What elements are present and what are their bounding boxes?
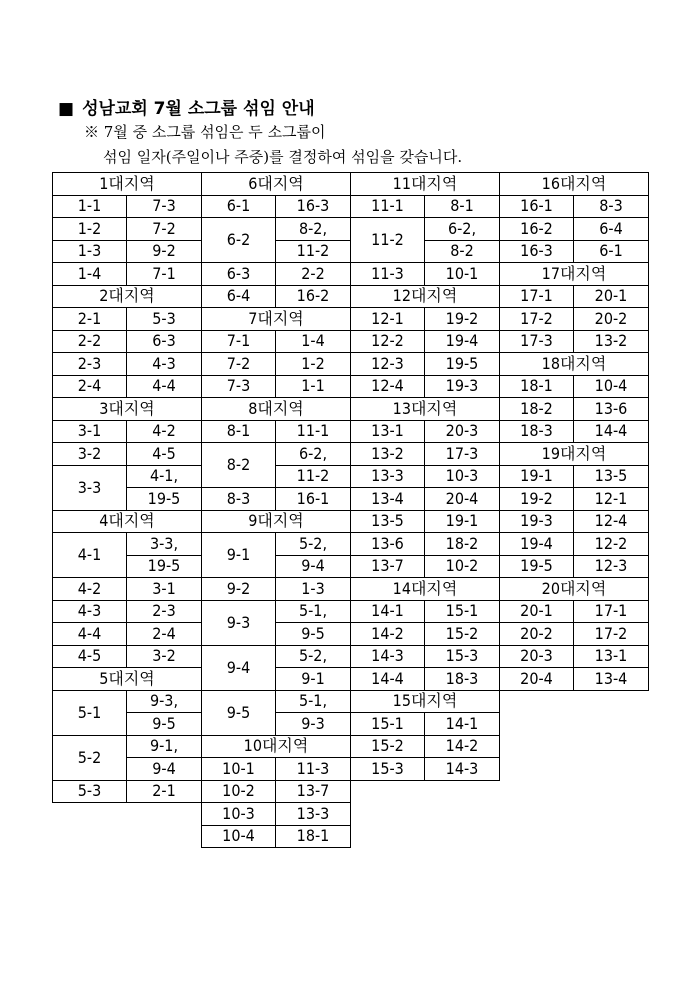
group-pair-row [351,488,500,511]
partner-group: 17-3 [425,443,500,466]
group-pair-row [351,623,500,646]
group-pair-row [500,330,649,353]
partner-group: 13-4 [574,668,649,691]
partner-group: 7-3 [127,195,202,218]
region-header: 10대지역 [202,735,351,758]
group-pair-row [500,195,649,218]
group-id: 14-4 [351,668,425,691]
group-pair-row [351,510,500,533]
partner-group: 11-1 [276,420,351,443]
notice-line-1: ※ 7월 중 소그룹 섞임은 두 소그룹이 [84,123,326,141]
group-pair-row [202,533,351,556]
group-pair-row [202,353,351,376]
partner-group: 6-2, [276,443,351,466]
region-header-row [53,173,202,196]
partner-group: 1-3 [276,578,351,601]
partner-group: 1-4 [276,330,351,353]
group-id: 8-1 [202,420,276,443]
group-id: 2-3 [53,353,127,376]
group-pair-row [351,263,500,286]
partner-group: 1-1 [276,375,351,398]
group-id: 12-2 [351,330,425,353]
group-id: 13-7 [351,555,425,578]
group-id: 9-5 [202,690,276,735]
region-header-row [53,510,202,533]
partner-group: 10-4 [574,375,649,398]
group-id: 20-1 [500,600,574,623]
group-pair-row [53,578,202,601]
group-id: 16-2 [500,218,574,241]
group-id: 15-2 [351,735,425,758]
region-header-row [202,308,351,331]
group-pair-row [351,308,500,331]
group-pair-row [53,330,202,353]
region-header: 8대지역 [202,398,351,421]
group-pair-row [202,600,351,623]
region-header: 7대지역 [202,308,351,331]
partner-group: 20-4 [425,488,500,511]
partner-group: 19-4 [425,330,500,353]
group-pair-row [500,623,649,646]
group-id: 10-1 [202,758,276,781]
group-id: 14-2 [351,623,425,646]
region-header: 14대지역 [351,578,500,601]
partner-group: 12-3 [574,555,649,578]
group-id: 6-2 [202,218,276,263]
partner-group: 2-3 [127,600,202,623]
group-pair-row [53,375,202,398]
group-id: 13-3 [351,465,425,488]
partner-group: 12-1 [574,488,649,511]
region-header-row [53,398,202,421]
group-pair-row [202,825,351,848]
group-id: 9-4 [202,645,276,690]
partner-group: 20-3 [425,420,500,443]
group-pair-row [500,465,649,488]
group-id: 15-1 [351,713,425,736]
notice-line-2: 섞임 일자(주일이나 주중)를 결정하여 섞임을 갖습니다. [103,148,463,166]
square-bullet-icon: ■ [58,99,75,119]
group-id: 10-4 [202,825,276,848]
region-header: 16대지역 [500,173,649,196]
partner-group: 4-5 [127,443,202,466]
region-header: 1대지역 [53,173,202,196]
group-pair-row [53,465,202,488]
group-id: 4-3 [53,600,127,623]
group-id: 18-2 [500,398,574,421]
partner-group: 14-4 [574,420,649,443]
group-table-column-4 [499,172,649,691]
partner-group: 9-3, [127,690,202,713]
group-pair-row [202,263,351,286]
group-pair-row [202,285,351,308]
group-pair-row [351,645,500,668]
group-pair-row [500,375,649,398]
partner-group: 19-1 [425,510,500,533]
partner-group: 6-4 [574,218,649,241]
partner-group: 3-1 [127,578,202,601]
group-id: 14-1 [351,600,425,623]
group-id: 9-1 [202,533,276,578]
group-pair-row [202,645,351,668]
group-id: 1-1 [53,195,127,218]
group-id: 20-2 [500,623,574,646]
partner-group: 17-1 [574,600,649,623]
group-pair-row [351,330,500,353]
partner-group: 8-1 [425,195,500,218]
partner-group: 15-3 [425,645,500,668]
region-header: 3대지역 [53,398,202,421]
region-header-row [500,443,649,466]
group-pair-row [53,690,202,713]
region-header-row [53,285,202,308]
group-id: 5-1 [53,690,127,735]
region-header: 11대지역 [351,173,500,196]
group-pair-row [202,780,351,803]
partner-group: 2-4 [127,623,202,646]
group-id: 18-1 [500,375,574,398]
region-header: 9대지역 [202,510,351,533]
group-pair-row [53,420,202,443]
group-id: 11-3 [351,263,425,286]
group-pair-row [351,758,500,781]
group-id: 13-6 [351,533,425,556]
region-header-row [351,690,500,713]
group-id: 19-3 [500,510,574,533]
group-id: 12-1 [351,308,425,331]
group-pair-row [500,533,649,556]
page-title [58,94,315,119]
group-id: 19-4 [500,533,574,556]
group-pair-row [53,240,202,263]
group-pair-row [53,645,202,668]
partner-group: 2-1 [127,780,202,803]
group-id: 13-4 [351,488,425,511]
partner-group: 11-2 [276,465,351,488]
group-pair-row [202,578,351,601]
partner-group: 6-1 [574,240,649,263]
group-id: 8-2 [202,443,276,488]
group-pair-row [351,600,500,623]
partner-group: 7-1 [127,263,202,286]
group-pair-row [351,353,500,376]
partner-group: 4-3 [127,353,202,376]
partner-group: 5-1, [276,690,351,713]
partner-group: 16-1 [276,488,351,511]
group-id: 1-4 [53,263,127,286]
region-header: 15대지역 [351,690,500,713]
partner-group: 9-1 [276,668,351,691]
group-pair-row [500,510,649,533]
partner-group: 8-3 [574,195,649,218]
group-id: 3-2 [53,443,127,466]
group-pair-row [351,465,500,488]
group-pair-row [351,668,500,691]
partner-group: 12-2 [574,533,649,556]
group-id: 9-3 [202,600,276,645]
partner-group: 5-2, [276,533,351,556]
group-pair-row [53,533,202,556]
partner-group: 17-2 [574,623,649,646]
partner-group: 19-3 [425,375,500,398]
region-header: 6대지역 [202,173,351,196]
partner-group: 14-2 [425,735,500,758]
group-id: 5-2 [53,735,127,780]
group-pair-row [53,443,202,466]
group-id: 17-3 [500,330,574,353]
group-pair-row [53,780,202,803]
partner-group: 14-3 [425,758,500,781]
group-id: 4-4 [53,623,127,646]
partner-group: 9-1, [127,735,202,758]
group-pair-row [351,195,500,218]
partner-group: 10-1 [425,263,500,286]
group-pair-row [500,240,649,263]
group-id: 7-1 [202,330,276,353]
partner-group: 2-2 [276,263,351,286]
partner-group: 8-2 [425,240,500,263]
partner-group: 13-2 [574,330,649,353]
partner-group: 6-2, [425,218,500,241]
partner-group: 13-5 [574,465,649,488]
group-pair-row [351,713,500,736]
region-header: 13대지역 [351,398,500,421]
group-id: 19-1 [500,465,574,488]
region-header-row [500,578,649,601]
partner-group: 13-1 [574,645,649,668]
group-pair-row [202,195,351,218]
group-id: 18-3 [500,420,574,443]
partner-group: 13-7 [276,780,351,803]
group-table-column-3 [350,172,500,781]
partner-group: 19-5 [127,555,202,578]
region-header-row [500,173,649,196]
group-id: 3-1 [53,420,127,443]
group-pair-row [500,218,649,241]
partner-group: 20-2 [574,308,649,331]
group-id: 5-3 [53,780,127,803]
partner-group: 15-2 [425,623,500,646]
group-pair-row [351,555,500,578]
group-id: 19-2 [500,488,574,511]
group-id: 16-1 [500,195,574,218]
region-header-row [351,173,500,196]
group-id: 20-4 [500,668,574,691]
group-pair-row [53,353,202,376]
group-pair-row [500,398,649,421]
group-id: 17-1 [500,285,574,308]
group-pair-row [53,195,202,218]
group-id: 7-2 [202,353,276,376]
group-id: 6-1 [202,195,276,218]
partner-group: 7-2 [127,218,202,241]
group-pair-row [202,690,351,713]
group-id: 4-1 [53,533,127,578]
group-pair-row [202,803,351,826]
group-pair-row [500,645,649,668]
group-pair-row [202,443,351,466]
group-id: 1-2 [53,218,127,241]
group-id: 12-4 [351,375,425,398]
partner-group: 15-1 [425,600,500,623]
partner-group: 19-5 [127,488,202,511]
partner-group: 5-3 [127,308,202,331]
partner-group: 1-2 [276,353,351,376]
group-pair-row [500,668,649,691]
group-id: 13-1 [351,420,425,443]
group-id: 2-2 [53,330,127,353]
group-pair-row [351,375,500,398]
group-pair-row [500,488,649,511]
title-text: 성남교회 7월 소그룹 섞임 안내 [82,99,315,119]
region-header: 20대지역 [500,578,649,601]
partner-group: 11-3 [276,758,351,781]
partner-group: 18-2 [425,533,500,556]
group-pair-row [202,488,351,511]
group-id: 8-3 [202,488,276,511]
group-pair-row [53,263,202,286]
group-id: 12-3 [351,353,425,376]
partner-group: 9-4 [127,758,202,781]
group-table-column-1 [52,172,202,803]
group-id: 15-3 [351,758,425,781]
group-pair-row [53,623,202,646]
partner-group: 14-1 [425,713,500,736]
partner-group: 4-4 [127,375,202,398]
group-id: 2-4 [53,375,127,398]
group-pair-row [351,218,500,241]
region-header: 17대지역 [500,263,649,286]
partner-group: 9-5 [276,623,351,646]
region-header: 5대지역 [53,668,202,691]
group-id: 11-1 [351,195,425,218]
region-header: 12대지역 [351,285,500,308]
group-pair-row [53,308,202,331]
group-pair-row [500,555,649,578]
group-id: 11-2 [351,218,425,263]
group-pair-row [202,330,351,353]
partner-group: 5-1, [276,600,351,623]
group-id: 13-5 [351,510,425,533]
partner-group: 13-3 [276,803,351,826]
region-header-row [351,398,500,421]
partner-group: 6-3 [127,330,202,353]
group-pair-row [500,285,649,308]
region-header-row [500,263,649,286]
partner-group: 12-4 [574,510,649,533]
region-header-row [202,173,351,196]
group-id: 14-3 [351,645,425,668]
group-pair-row [202,420,351,443]
partner-group: 16-3 [276,195,351,218]
partner-group: 9-2 [127,240,202,263]
partner-group: 18-1 [276,825,351,848]
partner-group: 19-2 [425,308,500,331]
partner-group: 9-4 [276,555,351,578]
partner-group: 11-2 [276,240,351,263]
group-pair-row [202,218,351,241]
group-table-column-2 [201,172,351,848]
region-header-row [202,735,351,758]
partner-group: 5-2, [276,645,351,668]
group-id: 6-3 [202,263,276,286]
partner-group: 3-2 [127,645,202,668]
group-id: 1-3 [53,240,127,263]
partner-group: 10-2 [425,555,500,578]
region-header-row [351,285,500,308]
group-id: 10-2 [202,780,276,803]
group-pair-row [351,420,500,443]
group-pair-row [351,735,500,758]
partner-group: 9-5 [127,713,202,736]
group-pair-row [351,443,500,466]
group-id: 9-2 [202,578,276,601]
region-header: 19대지역 [500,443,649,466]
group-id: 4-5 [53,645,127,668]
region-header: 4대지역 [53,510,202,533]
partner-group: 4-1, [127,465,202,488]
partner-group: 8-2, [276,218,351,241]
group-id: 16-3 [500,240,574,263]
group-id: 20-3 [500,645,574,668]
group-id: 2-1 [53,308,127,331]
group-id: 19-5 [500,555,574,578]
group-pair-row [53,218,202,241]
group-id: 10-3 [202,803,276,826]
region-header-row [202,510,351,533]
group-id: 6-4 [202,285,276,308]
group-pair-row [500,308,649,331]
partner-group: 20-1 [574,285,649,308]
group-pair-row [202,758,351,781]
group-pair-row [53,735,202,758]
group-pair-row [202,375,351,398]
region-header-row [202,398,351,421]
group-id: 4-2 [53,578,127,601]
group-pair-row [500,420,649,443]
group-id: 13-2 [351,443,425,466]
group-id: 17-2 [500,308,574,331]
partner-group: 3-3, [127,533,202,556]
region-header: 2대지역 [53,285,202,308]
region-header-row [53,668,202,691]
partner-group: 4-2 [127,420,202,443]
group-pair-row [500,600,649,623]
group-pair-row [351,533,500,556]
group-id: 7-3 [202,375,276,398]
partner-group: 9-3 [276,713,351,736]
region-header-row [500,353,649,376]
partner-group: 10-3 [425,465,500,488]
region-header: 18대지역 [500,353,649,376]
partner-group: 13-6 [574,398,649,421]
partner-group: 18-3 [425,668,500,691]
group-id: 3-3 [53,465,127,510]
partner-group: 16-2 [276,285,351,308]
partner-group: 19-5 [425,353,500,376]
group-pair-row [53,600,202,623]
region-header-row [351,578,500,601]
